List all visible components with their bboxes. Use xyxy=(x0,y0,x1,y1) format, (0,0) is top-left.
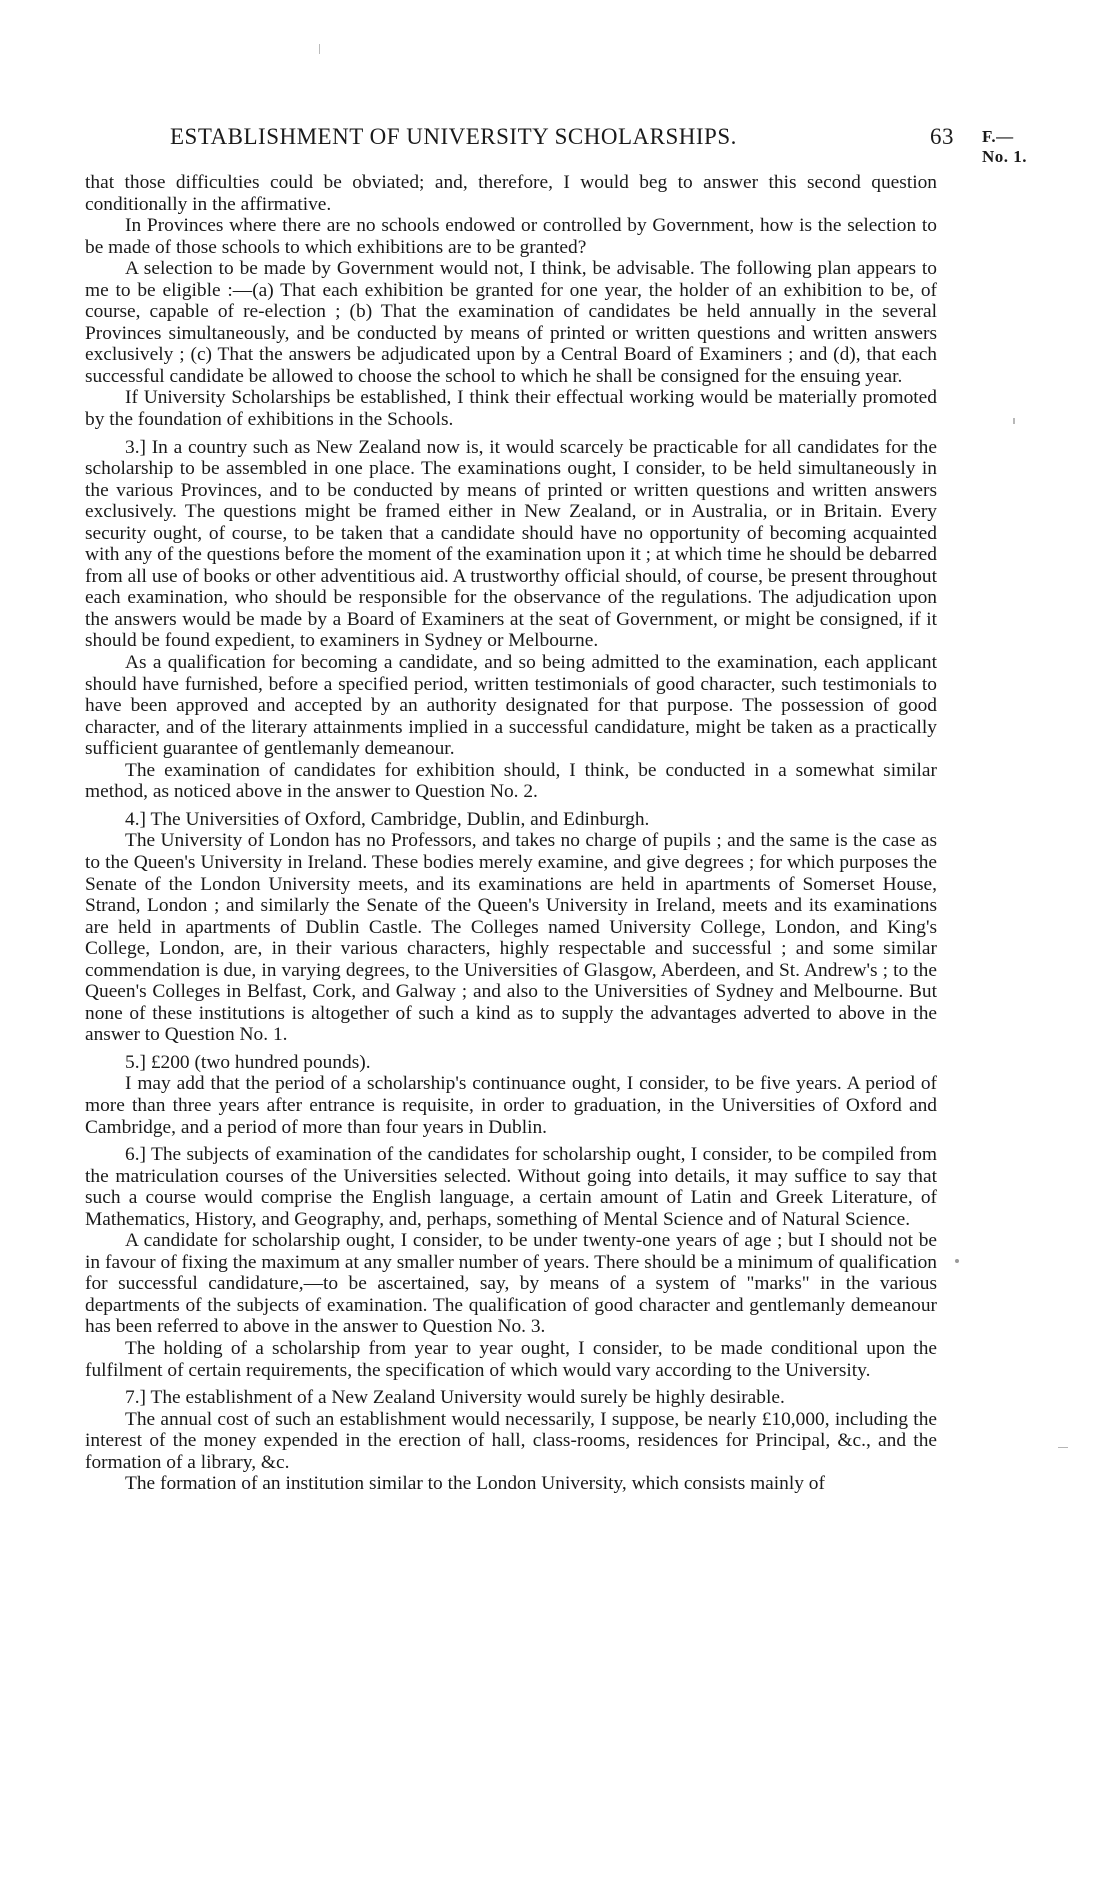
paragraph: The examination of candidates for exhibition should, I think, be conducted in a somewhat similar method, as noticed above in the answer to Question No. 2. xyxy=(85,759,937,803)
paragraph: 7.] The establishment of a New Zealand University would surely be highly desirable. xyxy=(125,1387,785,1409)
running-title: ESTABLISHMENT OF UNIVERSITY SCHOLARSHIPS. xyxy=(170,124,737,149)
paragraph: A selection to be made by Government would not, I think, be advisable. The following plan appears to me to be eligible :—(a) That each exhibition be granted for one year, the holder of an exhibition to be, of course, capable of re-election ; (b) That the examination of candidates be held annually in the several Provinces simultaneously, and be conducted by means of printed or written questions and written answers exclusively ; (c) That the answers be adjudicated upon by a Central Board of Examiners ; and (d), that each successful candidate be allowed to choose the school to which he shall be consigned for the ensuing year. xyxy=(85,258,937,387)
paragraph: The holding of a scholarship from year to year ought, I consider, to be made conditional upon the fulfilment of certain requirements, the specification of which would vary according to the University. xyxy=(85,1337,937,1381)
paragraph: The University of London has no Professors, and takes no charge of pupils ; and the same is the case as to the Queen's University in Ireland. These bodies merely examine, and give degrees ; for which purposes the Senate of the London University meets, and its examinations are held in apartments of Somerset House, Strand, London ; and similarly the Senate of the Queen's University in Ireland, meets and its examinations are held in apartments of Dublin Castle. The Colleges named University College, London, and King's College, London, are, in their various characters, highly respectable and successful ; and some similar commendation is due, in varying degrees, to the Universities of Glasgow, Aberdeen, and St. Andrew's ; to the Queen's Colleges in Belfast, Cork, and Galway ; and also to the Universities of Sydney and Melbourne. But none of these institutions is altogether of such a kind as to supply the advantages adverted to above in the answer to Question No. 1. xyxy=(85,830,937,1046)
paragraph: In Provinces where there are no schools endowed or controlled by Government, how is the selection to be made of those schools to which exhibitions are to be granted? xyxy=(85,215,937,258)
document-reference: F.—No. 1. xyxy=(982,127,1028,166)
paragraph: If University Scholarships be established, I think their effectual working would be materially promoted by the foundation of exhibitions in the Schools. xyxy=(85,387,937,431)
paragraph: 5.] £200 (two hundred pounds). xyxy=(125,1051,371,1073)
page-header xyxy=(170,124,1032,166)
scan-mark xyxy=(319,44,320,54)
paragraph: A candidate for scholarship ought, I consider, to be under twenty-one years of age ; but I should not be in favour of fixing the maximum at any smaller number of years. There should be a minimum of qualification for successful candidature,—to be ascertained, say, by means of a system of "marks" in the various departments of the subjects of examination. The qualification of good character and gentlemanly demeanour has been referred to above in the answer to Question No. 3. xyxy=(85,1230,937,1338)
body-text xyxy=(85,172,937,1495)
scan-mark xyxy=(1013,418,1015,424)
paragraph: The formation of an institution similar to the London University, which consists mainly of xyxy=(125,1473,825,1495)
paragraph: The annual cost of such an establishment would necessarily, I suppose, be nearly £10,000, including the interest of the money expended in the erection of hall, class-rooms, residences for Principal, &c., and the formation of a library, &c. xyxy=(85,1408,937,1473)
page-number: 63 xyxy=(930,124,954,149)
scan-mark xyxy=(955,1259,959,1263)
paragraph: 4.] The Universities of Oxford, Cambridge, Dublin, and Edinburgh. xyxy=(125,808,650,830)
paragraph: 6.] The subjects of examination of the candidates for scholarship ought, I consider, to be compiled from the matriculation courses of the Universities selected. Without going into details, it may suffice to say that such a course would comprise the English language, a certain amount of Latin and Greek Literature, of Mathematics, History, and Geography, and, perhaps, something of Mental Science and of Natural Science. xyxy=(85,1144,937,1230)
paragraph: I may add that the period of a scholarship's continuance ought, I consider, to be five years. A period of more than three years after entrance is requisite, in order to graduation, in the Universities of Oxford and Cambridge, and a period of more than four years in Dublin. xyxy=(85,1073,937,1138)
paragraph: As a qualification for becoming a candidate, and so being admitted to the examination, each applicant should have furnished, before a specified period, written testimonials of good character, such testimonials to have been approved and accepted by an authority designated for that purpose. The possession of good character, and of the literary attainments implied in a successful candidature, might be taken as a practically sufficient guarantee of gentlemanly demeanour. xyxy=(85,652,937,760)
scan-mark xyxy=(1058,1447,1068,1448)
paragraph: that those difficulties could be obviated; and, therefore, I would beg to answer this second question conditionally in the affirmative. xyxy=(85,172,937,215)
paragraph: 3.] In a country such as New Zealand now is, it would scarcely be practicable for all candidates for the scholarship to be assembled in one place. The examinations ought, I consider, to be held simultaneously in the various Provinces, and to be conducted by means of printed or written questions and written answers exclusively. The questions might be framed either in New Zealand, or in Australia, or in Britain. Every security ought, of course, to be taken that a candidate should have no opportunity of becoming acquainted with any of the questions before the moment of the examination upon it ; at which time he should be debarred from all use of books or other adventitious aid. A trustworthy official should, of course, be present throughout each examination, who should be responsible for the observance of the regulations. The adjudication upon the answers would be made by a Board of Examiners at the seat of Government, or might be consigned, if it should be found expedient, to examiners in Sydney or Melbourne. xyxy=(85,436,937,652)
